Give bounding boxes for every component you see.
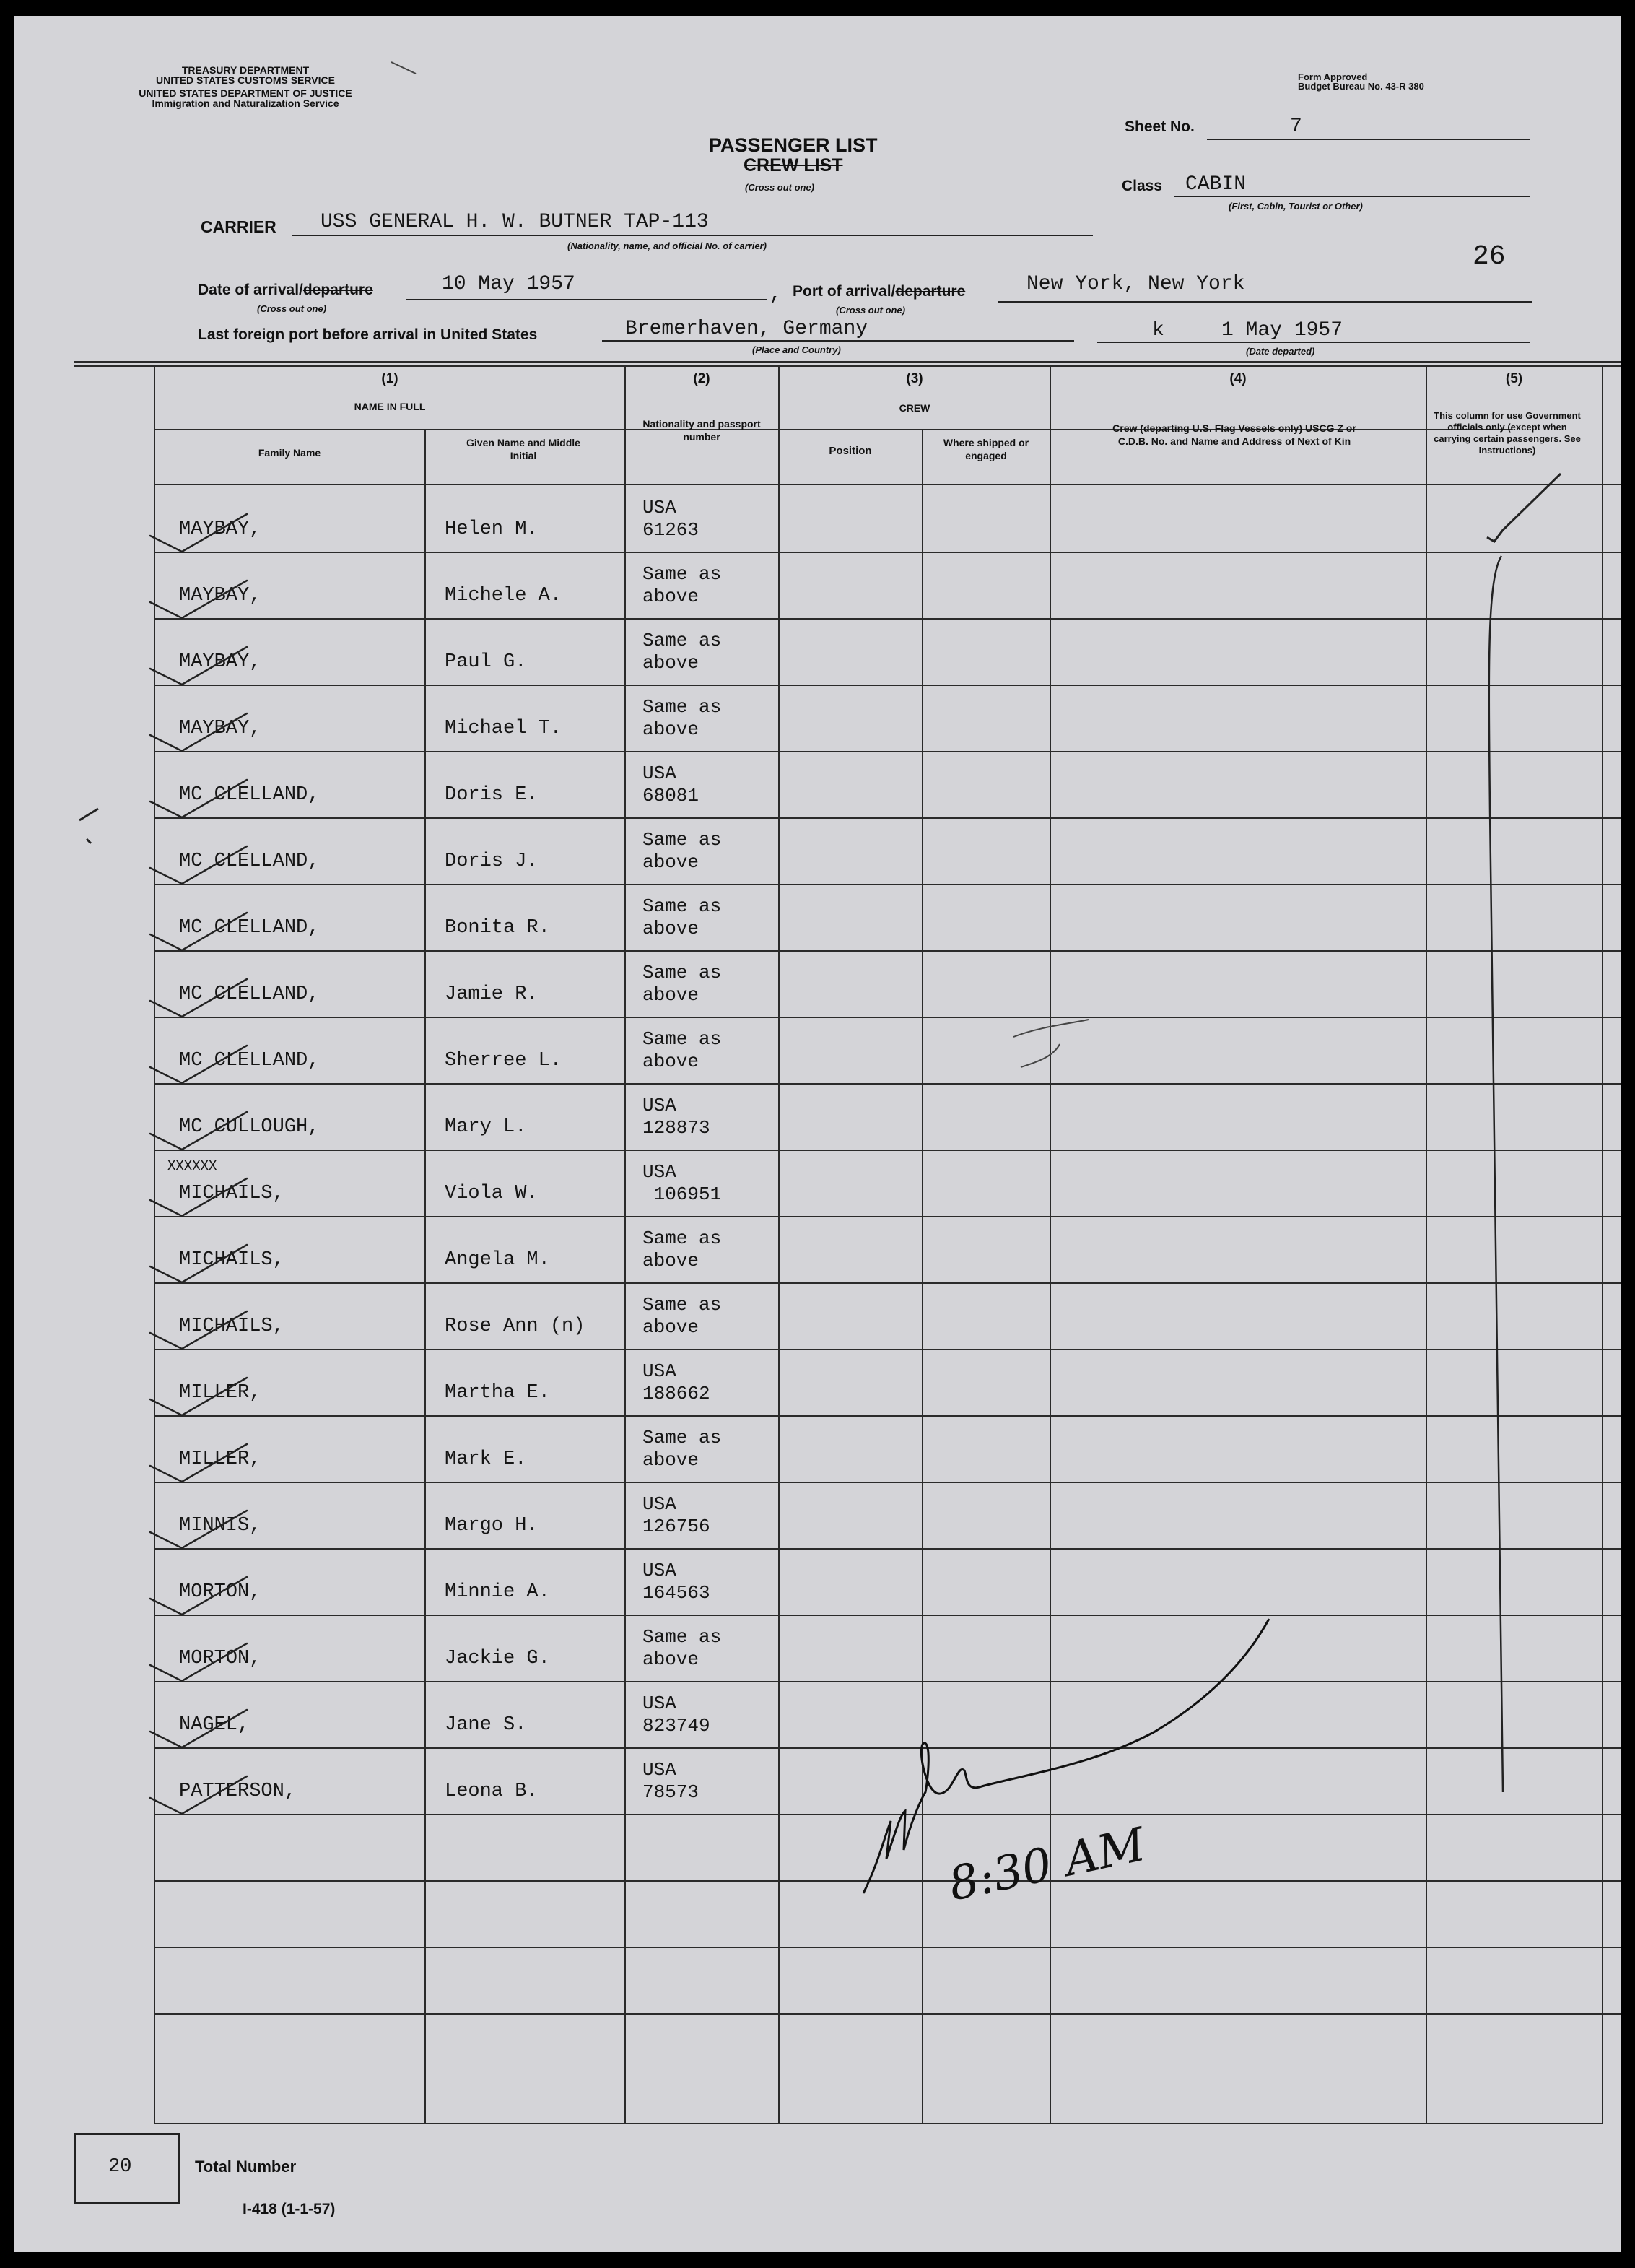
given-name-cell: Bonita R.: [445, 917, 550, 939]
given-name-cell: Doris J.: [445, 851, 539, 872]
nationality-passport-cell: Same as above: [642, 1294, 722, 1338]
family-name-cell: MAYBAY,: [179, 518, 261, 540]
carrier-note: (Nationality, name, and official No. of carrier): [567, 240, 767, 251]
last-port-value: Bremerhaven, Germany: [625, 318, 868, 340]
check-tick-icon: [150, 913, 247, 950]
family-name-cell: MILLER,: [179, 1382, 261, 1404]
family-name-cell: MORTON,: [179, 1648, 261, 1669]
given-name-cell: Michele A.: [445, 585, 562, 607]
class-label: Class: [1122, 178, 1163, 194]
arrival-cross-out-note: (Cross out one): [257, 303, 327, 314]
check-tick-icon: [150, 979, 247, 1017]
port-departure-struck: departure: [895, 283, 966, 300]
column5-check-icon: [1487, 474, 1561, 542]
given-name-cell: Minnie A.: [445, 1581, 550, 1603]
nationality-passport-cell: Same as above: [642, 1427, 722, 1471]
port-cross-out-note: (Cross out one): [836, 305, 906, 316]
nationality-passport-cell: Same as above: [642, 1626, 722, 1670]
col3-title: CREW: [899, 402, 930, 414]
crew-list-struck: CREW LIST: [744, 155, 843, 175]
check-tick-icon: [150, 1112, 247, 1150]
check-tick-icon: [150, 514, 247, 552]
agency-line-2: UNITED STATES CUSTOMS SERVICE: [156, 74, 335, 86]
sheet-label: Sheet No.: [1125, 118, 1195, 135]
departure-struck: departure: [302, 282, 373, 298]
check-tick-icon: [150, 1511, 247, 1548]
given-name-cell: Viola W.: [445, 1183, 539, 1204]
stray-mark-icon-2: [1013, 1020, 1089, 1037]
arrival-date-value: 10 May 1957: [442, 273, 575, 295]
check-tick-icon: [150, 1444, 247, 1482]
check-tick-icon: [150, 1577, 247, 1615]
nationality-passport-cell: Same as above: [642, 696, 722, 740]
check-tick-icon: [150, 1776, 247, 1814]
given-name-cell: Michael T.: [445, 718, 562, 739]
check-tick-icon: [150, 581, 247, 618]
agency-line-3: UNITED STATES DEPARTMENT OF JUSTICE: [139, 87, 352, 99]
page-count: 26: [1473, 241, 1506, 272]
sheet-value: 7: [1290, 116, 1302, 138]
carrier-label: CARRIER: [201, 217, 276, 236]
nationality-passport-cell: Same as above: [642, 895, 722, 939]
given-name-cell: Angela M.: [445, 1249, 550, 1271]
nationality-passport-cell: Same as above: [642, 962, 722, 1006]
nationality-passport-cell: USA 188662: [642, 1360, 710, 1404]
date-departed-note: (Date departed): [1246, 346, 1315, 357]
given-name-cell: Leona B.: [445, 1781, 539, 1802]
family-name-cell: MC CLELLAND,: [179, 784, 320, 806]
check-tick-icon: [150, 713, 247, 751]
family-name-cell: PATTERSON,: [179, 1781, 297, 1802]
family-name-cell: MC CLELLAND,: [179, 1050, 320, 1072]
family-name-cell: MC CLELLAND,: [179, 851, 320, 872]
family-name-cell: MILLER,: [179, 1448, 261, 1470]
family-name-cell: NAGEL,: [179, 1714, 250, 1736]
nationality-passport-cell: USA 126756: [642, 1493, 710, 1537]
family-name-cell: MAYBAY,: [179, 651, 261, 673]
total-number-label: Total Number: [195, 2158, 297, 2176]
date-departed-value: 1 May 1957: [1221, 319, 1343, 342]
last-port-mark: k: [1152, 319, 1164, 342]
family-name-cell: MC CLELLAND,: [179, 983, 320, 1005]
check-tick-icon: [150, 1643, 247, 1681]
title-cross-out-note: (Cross out one): [745, 182, 815, 193]
date-of-arrival-text: Date of arrival/: [198, 282, 303, 298]
family-name-header: Family Name: [258, 447, 321, 459]
check-tick-icon: [150, 1311, 247, 1349]
last-port-label: Last foreign port before arrival in United States: [198, 326, 538, 343]
family-name-cell: MORTON,: [179, 1581, 261, 1603]
port-of-arrival-value: New York, New York: [1026, 273, 1245, 295]
check-tick-icon: [150, 846, 247, 884]
given-name-cell: Martha E.: [445, 1382, 550, 1404]
check-tick-icon: [150, 1710, 250, 1747]
given-name-cell: Mary L.: [445, 1116, 527, 1138]
column5-vertical-line-icon: [1489, 556, 1503, 1792]
check-tick-icon: [150, 1046, 247, 1083]
given-name-cell: Paul G.: [445, 651, 527, 673]
last-port-note: (Place and Country): [752, 344, 841, 355]
family-name-cell: MAYBAY,: [179, 718, 261, 739]
given-name-cell: Mark E.: [445, 1448, 527, 1470]
given-name-cell: Helen M.: [445, 518, 539, 540]
given-name-cell: Rose Ann (n): [445, 1316, 585, 1337]
nationality-passport-cell: USA 78573: [642, 1759, 699, 1803]
given-name-cell: Margo H.: [445, 1515, 539, 1537]
check-tick-icon: [150, 1378, 247, 1415]
nationality-passport-cell: Same as above: [642, 1228, 722, 1272]
col4-number: (4): [1229, 371, 1247, 386]
col2-number: (2): [693, 371, 710, 386]
nationality-passport-cell: USA 164563: [642, 1560, 710, 1604]
total-number-value: 20: [108, 2156, 132, 2178]
col3-number: (3): [906, 371, 923, 386]
nationality-passport-cell: USA 823749: [642, 1693, 710, 1737]
class-value: CABIN: [1185, 173, 1247, 196]
nationality-passport-cell: USA 106951: [642, 1161, 722, 1205]
check-tick-icon: [150, 780, 247, 817]
budget-bureau-text: Budget Bureau No. 43-R 380: [1298, 81, 1424, 92]
stray-mark-icon-4: [391, 62, 416, 74]
nationality-passport-cell: Same as above: [642, 829, 722, 873]
stray-mark-icon: [87, 839, 91, 843]
check-tick-icon: [150, 1178, 247, 1216]
port-of-arrival-text: Port of arrival/: [793, 283, 896, 300]
stray-mark-icon-3: [1021, 1044, 1060, 1067]
check-tick-icon: [150, 1245, 247, 1282]
handwritten-time: 8:30 AM: [943, 1817, 1151, 1912]
class-note: (First, Cabin, Tourist or Other): [1229, 201, 1363, 212]
given-name-cell: Jane S.: [445, 1714, 527, 1736]
col1-title: NAME IN FULL: [354, 401, 426, 412]
family-name-cell: MICHAILS,: [179, 1249, 284, 1271]
form-code: I-418 (1-1-57): [243, 2201, 336, 2217]
margin-tick-icon: [79, 809, 98, 820]
family-name-cell: MINNIS,: [179, 1515, 261, 1537]
handwritten-marks: [14, 16, 1621, 2252]
struck-family-text: XXXXXX: [167, 1158, 217, 1174]
where-shipped-header: Where shipped or engaged: [943, 437, 1029, 461]
passenger-list-form: [14, 16, 1621, 2252]
col5-number: (5): [1505, 371, 1523, 386]
given-name-cell: Jackie G.: [445, 1648, 550, 1669]
given-name-header: Given Name and Middle Initial: [466, 437, 580, 461]
family-name-cell: MC CLELLAND,: [179, 917, 320, 939]
agency-line-1: TREASURY DEPARTMENT: [181, 64, 310, 76]
nationality-passport-cell: Same as above: [642, 630, 722, 674]
family-name-cell: MICHAILS,: [179, 1183, 284, 1204]
nationality-passport-cell: USA 61263: [642, 497, 699, 541]
col4-title: Crew (departing U.S. Flag Vessels only) USCG Z or C.D.B. No. and Name and Address of Next of Kin: [1112, 422, 1356, 447]
nationality-passport-cell: USA 68081: [642, 762, 699, 807]
form-approved-text: Form Approved: [1298, 71, 1368, 82]
nationality-passport-cell: Same as above: [642, 563, 722, 607]
position-header: Position: [829, 445, 872, 457]
page-title: PASSENGER LIST: [709, 134, 878, 156]
family-name-cell: MC CULLOUGH,: [179, 1116, 320, 1138]
nationality-passport-cell: USA 128873: [642, 1095, 710, 1139]
given-name-cell: Doris E.: [445, 784, 539, 806]
check-tick-icon: [150, 647, 247, 685]
given-name-cell: Sherree L.: [445, 1050, 562, 1072]
nationality-passport-cell: Same as above: [642, 1028, 722, 1072]
col5-title: This column for use Government officials only (except when carrying certain passengers. See Instructions): [1434, 410, 1581, 456]
given-name-cell: Jamie R.: [445, 983, 539, 1005]
carrier-value: USS GENERAL H. W. BUTNER TAP-113: [321, 211, 709, 233]
col1-number: (1): [381, 371, 398, 386]
agency-line-4: Immigration and Naturalization Service: [152, 97, 339, 109]
col2-title: Nationality and passport number: [642, 418, 761, 443]
arrival-separator: ,: [769, 283, 782, 305]
family-name-cell: MAYBAY,: [179, 585, 261, 607]
family-name-cell: MICHAILS,: [179, 1316, 284, 1337]
